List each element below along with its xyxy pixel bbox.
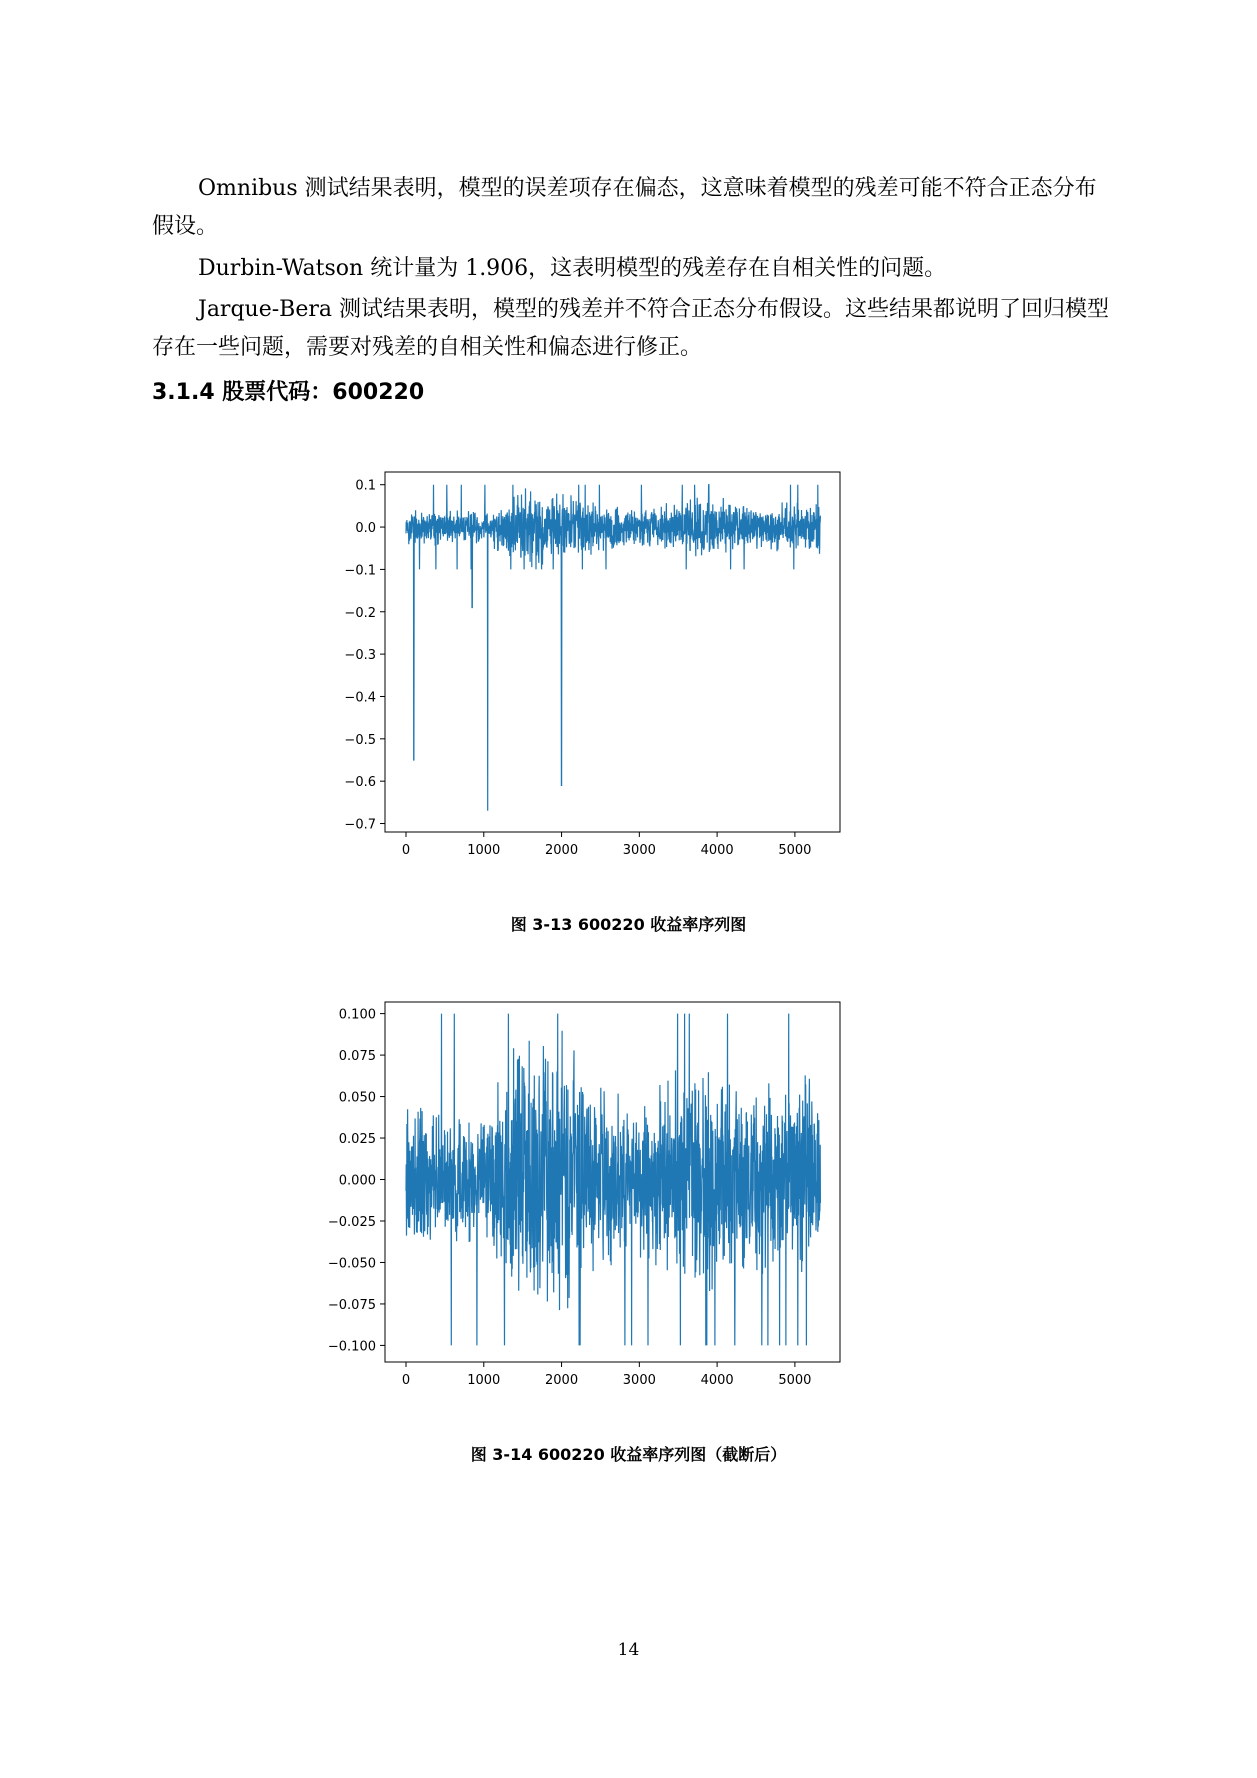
- x-tick-label: 3000: [622, 843, 656, 858]
- x-tick-label: 2000: [545, 843, 579, 858]
- returns-truncated-chart: [327, 992, 900, 1412]
- y-tick-label: 0.075: [338, 1049, 376, 1065]
- x-tick-label: 3000: [622, 1373, 656, 1388]
- x-tick-label: 4000: [700, 843, 734, 858]
- y-tick-label: 0.025: [338, 1132, 376, 1148]
- y-tick-label: −0.5: [344, 732, 376, 748]
- x-tick-label: 5000: [778, 843, 812, 858]
- y-tick-label: −0.7: [344, 817, 376, 833]
- y-tick-label: 0.1: [355, 478, 376, 494]
- y-tick-label: −0.4: [344, 690, 376, 706]
- returns-chart-svg: [330, 462, 900, 882]
- page-number: 14: [617, 1640, 640, 1660]
- y-tick-label: −0.6: [344, 775, 376, 791]
- y-tick-label: 0.100: [338, 1007, 376, 1023]
- x-tick-label: 2000: [545, 1373, 579, 1388]
- y-tick-label: −0.075: [327, 1297, 376, 1313]
- series-line: [406, 1014, 820, 1346]
- x-tick-label: 0: [401, 1373, 411, 1388]
- x-tick-label: 1000: [467, 843, 501, 858]
- paragraph-durbin-watson: Durbin-Watson 统计量为 1.906，这表明模型的残差存在自相关性的问题。: [198, 256, 947, 281]
- x-tick-label: 5000: [778, 1373, 812, 1388]
- figure-caption-3-14: 图 3-14 600220 收益率序列图（截断后）: [470, 1445, 787, 1464]
- returns-chart: [330, 462, 900, 882]
- y-tick-label: 0.050: [338, 1090, 376, 1106]
- y-tick-label: −0.050: [327, 1256, 376, 1272]
- section-heading: 3.1.4 股票代码：600220: [152, 380, 425, 405]
- y-tick-label: −0.3: [344, 648, 376, 664]
- y-tick-label: −0.1: [344, 563, 376, 579]
- series-line: [406, 485, 820, 811]
- x-tick-label: 0: [401, 843, 411, 858]
- y-tick-label: −0.025: [327, 1214, 376, 1230]
- y-tick-label: 0.0: [355, 521, 376, 537]
- x-tick-label: 1000: [467, 1373, 501, 1388]
- paragraph-omnibus: Omnibus 测试结果表明，模型的误差项存在偏态，这意味着模型的残差可能不符合正态分布假设。: [152, 176, 1097, 239]
- y-tick-label: 0.000: [338, 1173, 376, 1189]
- figure-caption-3-13: 图 3-13 600220 收益率序列图: [510, 915, 747, 934]
- paragraph-jarque-bera: Jarque-Bera 测试结果表明，模型的残差并不符合正态分布假设。这些结果都说明了回归模型存在一些问题，需要对残差的自相关性和偏态进行修正。: [152, 297, 1109, 360]
- returns-truncated-chart-svg: [327, 992, 900, 1412]
- y-tick-label: −0.2: [344, 605, 376, 621]
- y-tick-label: −0.100: [327, 1339, 376, 1355]
- x-tick-label: 4000: [700, 1373, 734, 1388]
